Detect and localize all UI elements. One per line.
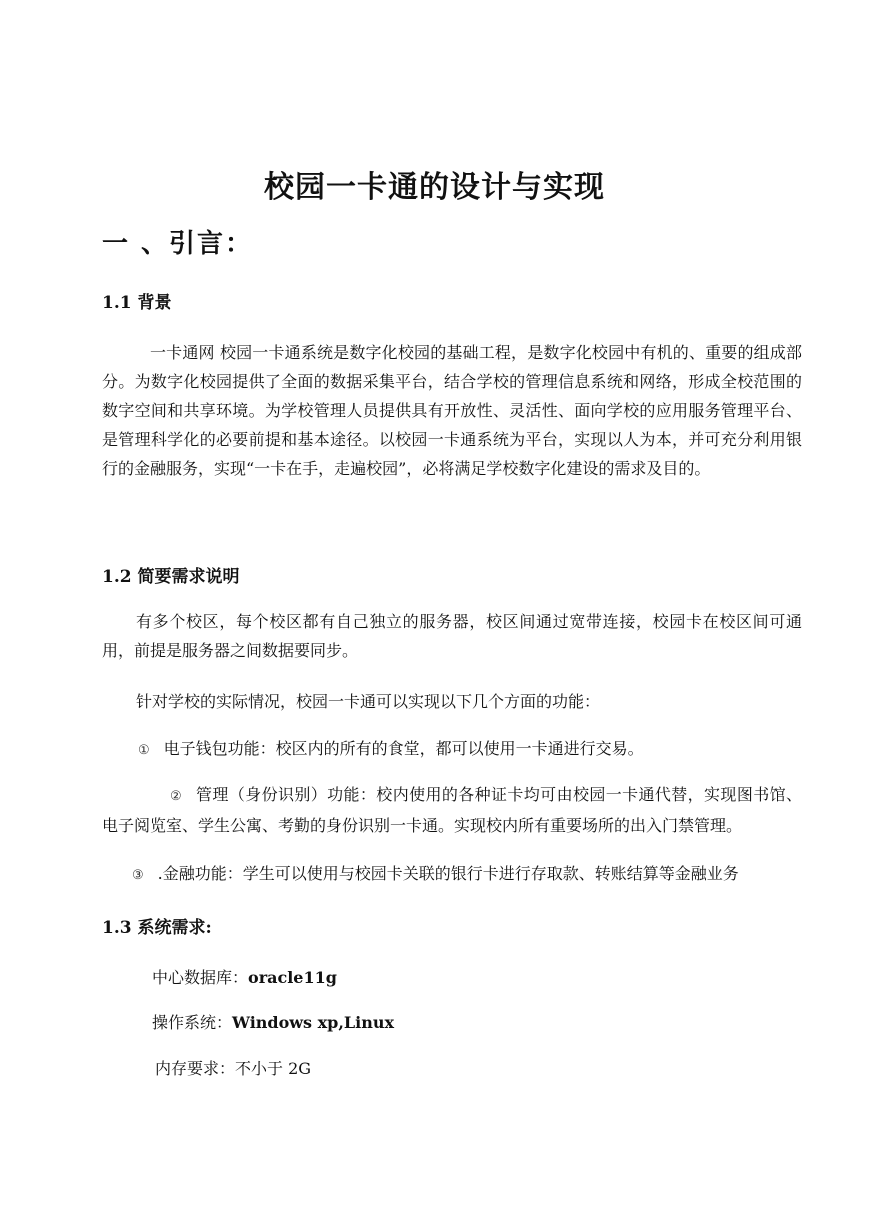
- requirement-label: 中心数据库：: [152, 968, 249, 987]
- item-number: ①: [138, 743, 150, 758]
- requirement-os: [152, 1010, 394, 1033]
- document-title: 校园一卡通的设计与实现: [264, 170, 605, 205]
- item-text: 管理（身份识别）功能：校内使用的各种证卡均可由校园一卡通代替，实现图书馆、电子阅览室、学生公寓、考勤的身份识别一卡通。实现校内所有重要场所的出入门禁管理。: [102, 785, 802, 835]
- requirement-label: 内存要求：: [155, 1059, 236, 1078]
- item-text: 电子钱包功能：校区内的所有的食堂，都可以使用一卡通进行交易。: [163, 739, 644, 758]
- subsection-heading-requirements: 1.2 简要需求说明: [102, 567, 240, 587]
- function-item-1: [138, 736, 644, 759]
- function-item-3: [132, 861, 739, 884]
- requirement-memory: [155, 1056, 311, 1079]
- item-number: ③: [132, 868, 144, 883]
- requirement-value: oracle11g: [248, 968, 337, 987]
- requirement-label: 操作系统：: [152, 1013, 233, 1032]
- requirement-database: [152, 965, 337, 988]
- requirements-paragraph-2: 针对学校的实际情况，校园一卡通可以实现以下几个方面的功能：: [136, 692, 601, 711]
- item-number: ②: [170, 789, 182, 804]
- background-paragraph: 一卡通网 校园一卡通系统是数字化校园的基础工程，是数字化校园中有机的、重要的组成部分。为数字化校园提供了全面的数据采集平台，结合学校的管理信息系统和网络，形成全校范围的数字空间和共享环境。为学校管理人员提供具有开放性、灵活性、面向学校的应用服务管理平台、是管理科学化的必要前提和基本途径。以校园一卡通系统为平台，实现以人为本，并可充分利用银行的金融服务，实现“一卡在手，走遍校园”，必将满足学校数字化建设的需求及目的。: [102, 343, 802, 478]
- requirement-value: Windows xp,Linux: [232, 1013, 395, 1032]
- requirements-paragraph-1: 有多个校区，每个校区都有自己独立的服务器，校区间通过宽带连接，校园卡在校区间可通用，前提是服务器之间数据要同步。: [102, 612, 802, 660]
- subsection-heading-system-requirements: 1.3 系统需求:: [102, 918, 212, 938]
- function-item-2: [102, 780, 802, 840]
- subsection-heading-background: 1.1 背景: [102, 293, 172, 313]
- item-text: .金融功能：学生可以使用与校园卡关联的银行卡进行存取款、转账结算等金融业务: [157, 864, 739, 883]
- requirement-value: 不小于 2G: [235, 1059, 312, 1078]
- section-heading-introduction: 一 、引言：: [102, 229, 254, 259]
